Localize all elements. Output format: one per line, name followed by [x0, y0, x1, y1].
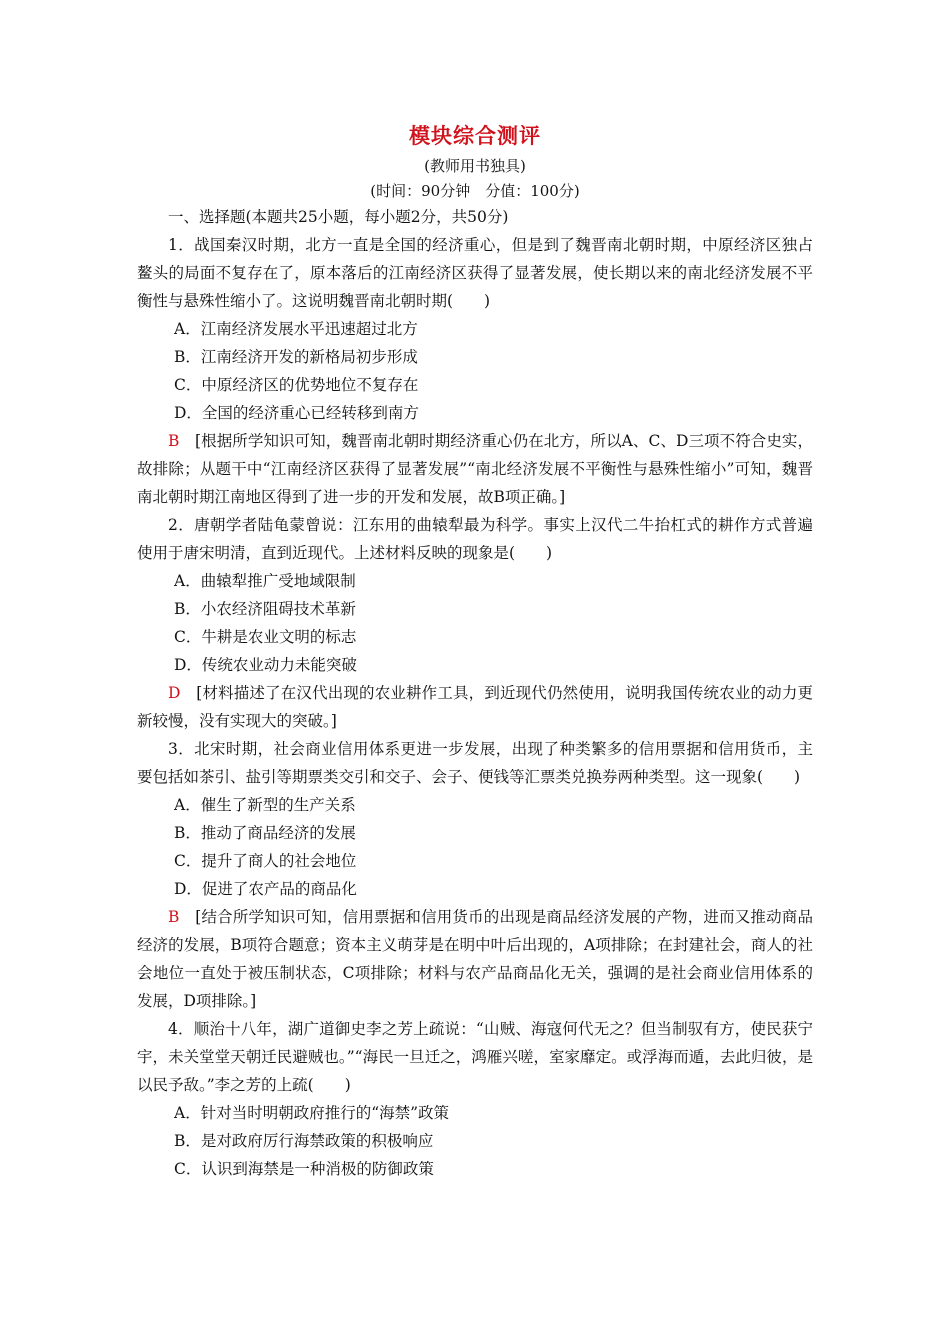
option: A．针对当时明朝政府推行的“海禁”政策 — [174, 1104, 450, 1122]
option: C．认识到海禁是一种消极的防御政策 — [174, 1160, 434, 1178]
answer-letter: D — [168, 684, 181, 702]
question-stem: 4．顺治十八年，湖广道御史李之芳上疏说：“山贼、海寇何代无之？但当制驭有方，使民获宁宇，未关堂堂天朝迁民避贼也。”“海民一旦迁之，鸿雁兴嗟，室家靡定。或浮海而遁，去此归彼，是以民予敌。”李之芳的上疏( ) — [137, 1020, 813, 1094]
option: B．推动了商品经济的发展 — [174, 824, 356, 842]
page-title: 模块综合测评 — [409, 123, 541, 148]
answer-explanation — [137, 679, 813, 735]
question-stem: 2．唐朝学者陆龟蒙曾说：江东用的曲辕犁最为科学。事实上汉代二牛抬杠式的耕作方式普遍使用于唐宋明清，直到近现代。上述材料反映的现象是( ) — [137, 516, 813, 562]
option: A．曲辕犁推广受地域限制 — [174, 572, 356, 590]
section-heading: 一、选择题(本题共25小题，每小题2分，共50分) — [168, 208, 509, 226]
option: B．是对政府厉行海禁政策的积极响应 — [174, 1132, 434, 1150]
option: B．江南经济开发的新格局初步形成 — [174, 348, 418, 366]
option: D．促进了农产品的商品化 — [174, 880, 357, 898]
option: B．小农经济阻碍技术革新 — [174, 600, 356, 618]
option: A．催生了新型的生产关系 — [174, 796, 356, 814]
time-info: (时间：90分钟 分值：100分) — [370, 182, 580, 200]
answer-letter: B — [168, 908, 180, 926]
explanation-text: [结合所学知识可知，信用票据和信用货币的出现是商品经济发展的产物，进而又推动商品经济的发展，B项符合题意；资本主义萌芽是在明中叶后出现的，A项排除；在封建社会，商人的社会地位一直处于被压制状态，C项排除；材料与农产品商品化无关，强调的是社会商业信用体系的发展，D项排除。] — [137, 908, 813, 1010]
option: D．全国的经济重心已经转移到南方 — [174, 404, 419, 422]
explanation-text: [根据所学知识可知，魏晋南北朝时期经济重心仍在北方，所以A、C、D三项不符合史实，故排除；从题干中“江南经济区获得了显著发展”“南北经济发展不平衡性与悬殊性缩小”可知，魏晋南北朝时期江南地区得到了进一步的开发和发展，故B项正确。] — [137, 432, 813, 506]
answer-letter: B — [168, 432, 180, 450]
answer-explanation — [137, 903, 813, 1015]
question-stem: 1．战国秦汉时期，北方一直是全国的经济重心，但是到了魏晋南北朝时期，中原经济区独占鳌头的局面不复存在了，原本落后的江南经济区获得了显著发展，使长期以来的南北经济发展不平衡性与悬殊性缩小了。这说明魏晋南北朝时期( ) — [137, 236, 813, 310]
option: C．中原经济区的优势地位不复存在 — [174, 376, 419, 394]
option: A．江南经济发展水平迅速超过北方 — [174, 320, 418, 338]
option: C．提升了商人的社会地位 — [174, 852, 357, 870]
question-body — [137, 203, 813, 1183]
subtitle: (教师用书独具) — [424, 157, 526, 175]
answer-explanation — [137, 427, 813, 511]
question-stem: 3．北宋时期，社会商业信用体系更进一步发展，出现了种类繁多的信用票据和信用货币，主要包括如茶引、盐引等期票类交引和交子、会子、便钱等汇票类兑换券两种类型。这一现象( ) — [137, 740, 813, 786]
explanation-text: [材料描述了在汉代出现的农业耕作工具，到近现代仍然使用，说明我国传统农业的动力更新较慢，没有实现大的突破。] — [137, 684, 813, 730]
option: D．传统农业动力未能突破 — [174, 656, 357, 674]
option: C．牛耕是农业文明的标志 — [174, 628, 357, 646]
